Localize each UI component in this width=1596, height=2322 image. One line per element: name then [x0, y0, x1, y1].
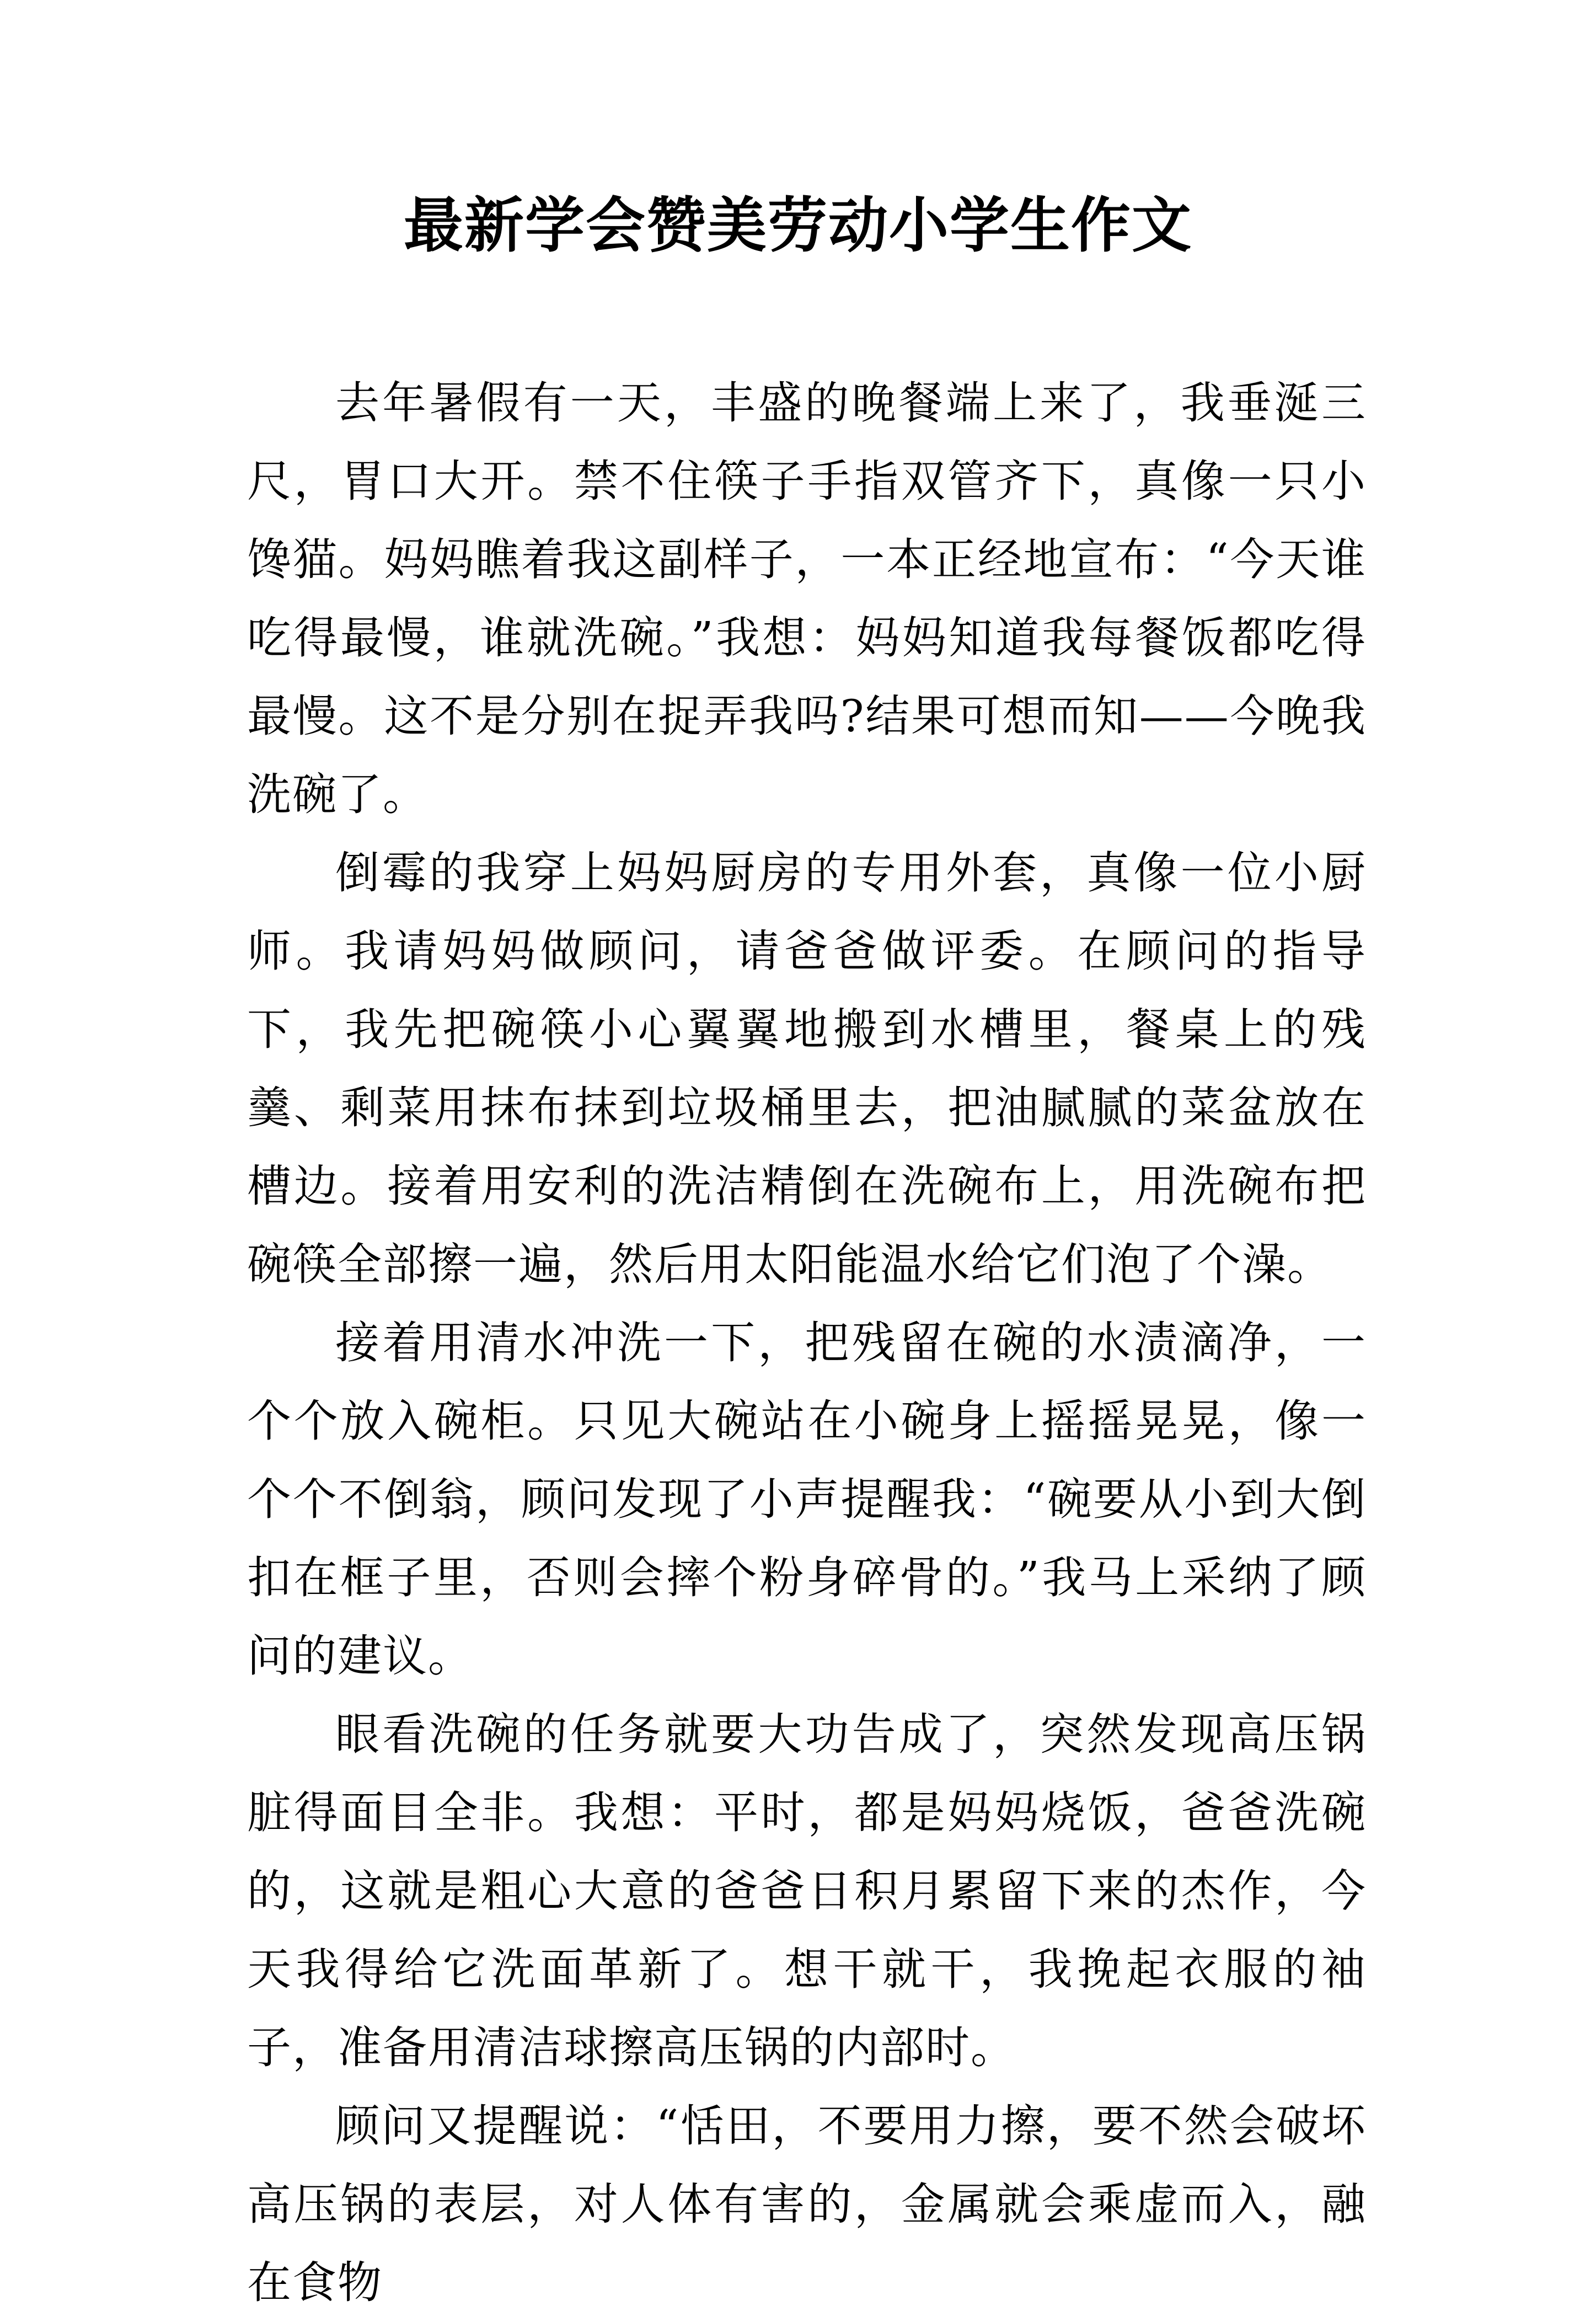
paragraph: 接着用清水冲洗一下，把残留在碗的水渍滴净，一个个放入碗柜。只见大碗站在小碗身上摇摇晃晃，像一个个不倒翁，顾问发现了小声提醒我：“碗要从小到大倒扣在框子里，否则会摔个粉身碎骨的。”我马上采纳了顾问的建议。	[247, 1317, 1367, 1682]
paragraph: 去年暑假有一天，丰盛的晚餐端上来了，我垂涎三尺，胃口大开。禁不住筷子手指双管齐下，真像一只小馋猫。妈妈瞧着我这副样子，一本正经地宣布：“今天谁吃得最慢，谁就洗碗。”我想：妈妈知道我每餐饭都吃得最慢。这不是分别在捉弄我吗?结果可想而知——今晚我洗碗了。	[247, 377, 1367, 820]
paragraph: 倒霉的我穿上妈妈厨房的专用外套，真像一位小厨师。我请妈妈做顾问，请爸爸做评委。在顾问的指导下，我先把碗筷小心翼翼地搬到水槽里，餐桌上的残羹、剩菜用抹布抹到垃圾桶里去，把油腻腻的菜盆放在槽边。接着用安利的洗洁精倒在洗碗布上，用洗碗布把碗筷全部擦一遍，然后用太阳能温水给它们泡了个澡。	[247, 847, 1367, 1290]
document-title: 最新学会赞美劳动小学生作文	[403, 191, 1192, 260]
paragraph: 顾问又提醒说：“恬田，不要用力擦，要不然会破坏高压锅的表层，对人体有害的，金属就会乘虚而入，融在食物	[247, 2100, 1367, 2308]
paragraph: 眼看洗碗的任务就要大功告成了，突然发现高压锅脏得面目全非。我想：平时，都是妈妈烧饭，爸爸洗碗的，这就是粗心大意的爸爸日积月累留下来的杰作，今天我得给它洗面革新了。想干就干，我挽起衣服的袖子，准备用清洁球擦高压锅的内部时。	[247, 1709, 1367, 2073]
document-body	[247, 364, 1367, 2322]
